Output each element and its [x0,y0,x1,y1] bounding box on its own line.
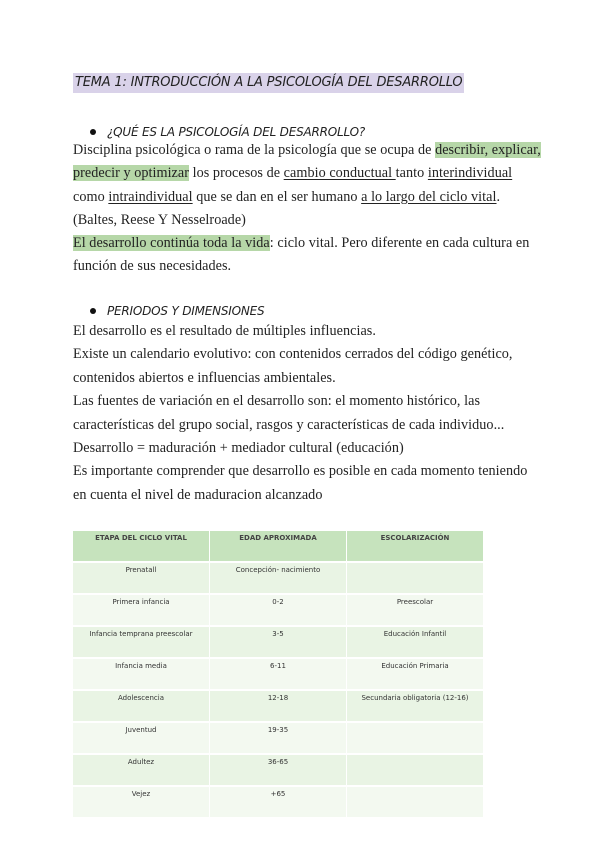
cell-schooling [347,787,484,819]
cell-age: 0-2 [210,595,347,627]
underlined-text: interindividual [427,165,513,182]
column-header-schooling: ESCOLARIZACIÓN [347,531,484,563]
table-row [73,627,484,659]
table-row [73,787,484,819]
cell-stage: Juventud [73,723,210,755]
paragraph-line: Es importante comprender que desarrollo es posible en cada momento teniendo en cuenta el nivel de maduracion alcanzado [73,463,528,503]
column-header-stage: ETAPA DEL CICLO VITAL [73,531,210,563]
cell-schooling: Secundaria obligatoria (12-16) [347,691,484,723]
paragraph-line: Existe un calendario evolutivo: con contenidos cerrados del código genético, contenidos abiertos e influencias ambientales. [73,346,513,386]
text-run: que se dan en el ser humano [192,188,362,205]
cell-age: 36-65 [210,755,347,787]
cell-stage: Infancia media [73,659,210,691]
table-row [73,595,484,627]
cell-stage: Adultez [73,755,210,787]
cell-schooling: Preescolar [347,595,484,627]
section-heading-text: ¿QUÉ ES LA PSICOLOGÍA DEL DESARROLLO? [107,125,366,139]
cell-age: 6-11 [210,659,347,691]
cell-schooling: Educación Infantil [347,627,484,659]
cell-schooling [347,755,484,787]
text-run: . (Baltes, Reese Y Nesselroade) [73,188,501,229]
cell-age: Concepción- nacimiento [210,563,347,595]
text-run: los procesos de [189,165,284,182]
table-row [73,723,484,755]
table-row [73,659,484,691]
cell-stage: Primera infancia [73,595,210,627]
cell-schooling [347,563,484,595]
document-title: TEMA 1: INTRODUCCIÓN A LA PSICOLOGÍA DEL DESARROLLO [73,73,464,93]
periods-paragraph [73,320,543,507]
cell-stage: Prenatall [73,563,210,595]
definition-paragraph [73,139,543,233]
paragraph-line: Las fuentes de variación en el desarrollo son: el momento histórico, las características del grupo social, rasgos y características de cada individuo... [73,393,505,433]
lifespan-paragraph [73,232,543,279]
cell-stage: Vejez [73,787,210,819]
cell-age: 3-5 [210,627,347,659]
cell-stage: Adolescencia [73,691,210,723]
cell-age: 12-18 [210,691,347,723]
underlined-text: intraindividual [108,188,193,205]
bullet-icon [90,308,96,314]
paragraph-line: El desarrollo es el resultado de múltiples influencias. [73,323,376,339]
paragraph-line: Desarrollo = maduración + mediador cultural (educación) [73,440,404,457]
text-run: como [73,188,109,205]
cell-schooling: Educación Primaria [347,659,484,691]
text-run: Disciplina psicológica o rama de la psicología que se ocupa de [73,142,436,158]
section-heading-periods [90,302,264,320]
cell-stage: Infancia temprana preescolar [73,627,210,659]
cell-schooling [347,723,484,755]
cell-age: 19-35 [210,723,347,755]
section-heading-text: PERIODOS Y DIMENSIONES [107,304,265,318]
table-row [73,563,484,595]
text-run: : ciclo vital. Pero diferente en cada cultura en función de sus necesidades. [73,235,530,275]
highlighted-text: describir, explicar, predecir y optimizar [73,142,541,182]
underlined-text: a lo largo del ciclo vital [361,188,497,205]
text-run: tanto [395,165,428,182]
underlined-text: cambio conductual [283,165,396,182]
table-row [73,755,484,787]
column-header-age: EDAD APROXIMADA [210,531,347,563]
highlighted-text: El desarrollo continúa toda la vida [73,235,270,251]
table-header-row [73,531,484,563]
table-row [73,691,484,723]
life-stages-table [73,531,484,819]
bullet-icon [90,129,96,135]
cell-age: +65 [210,787,347,819]
